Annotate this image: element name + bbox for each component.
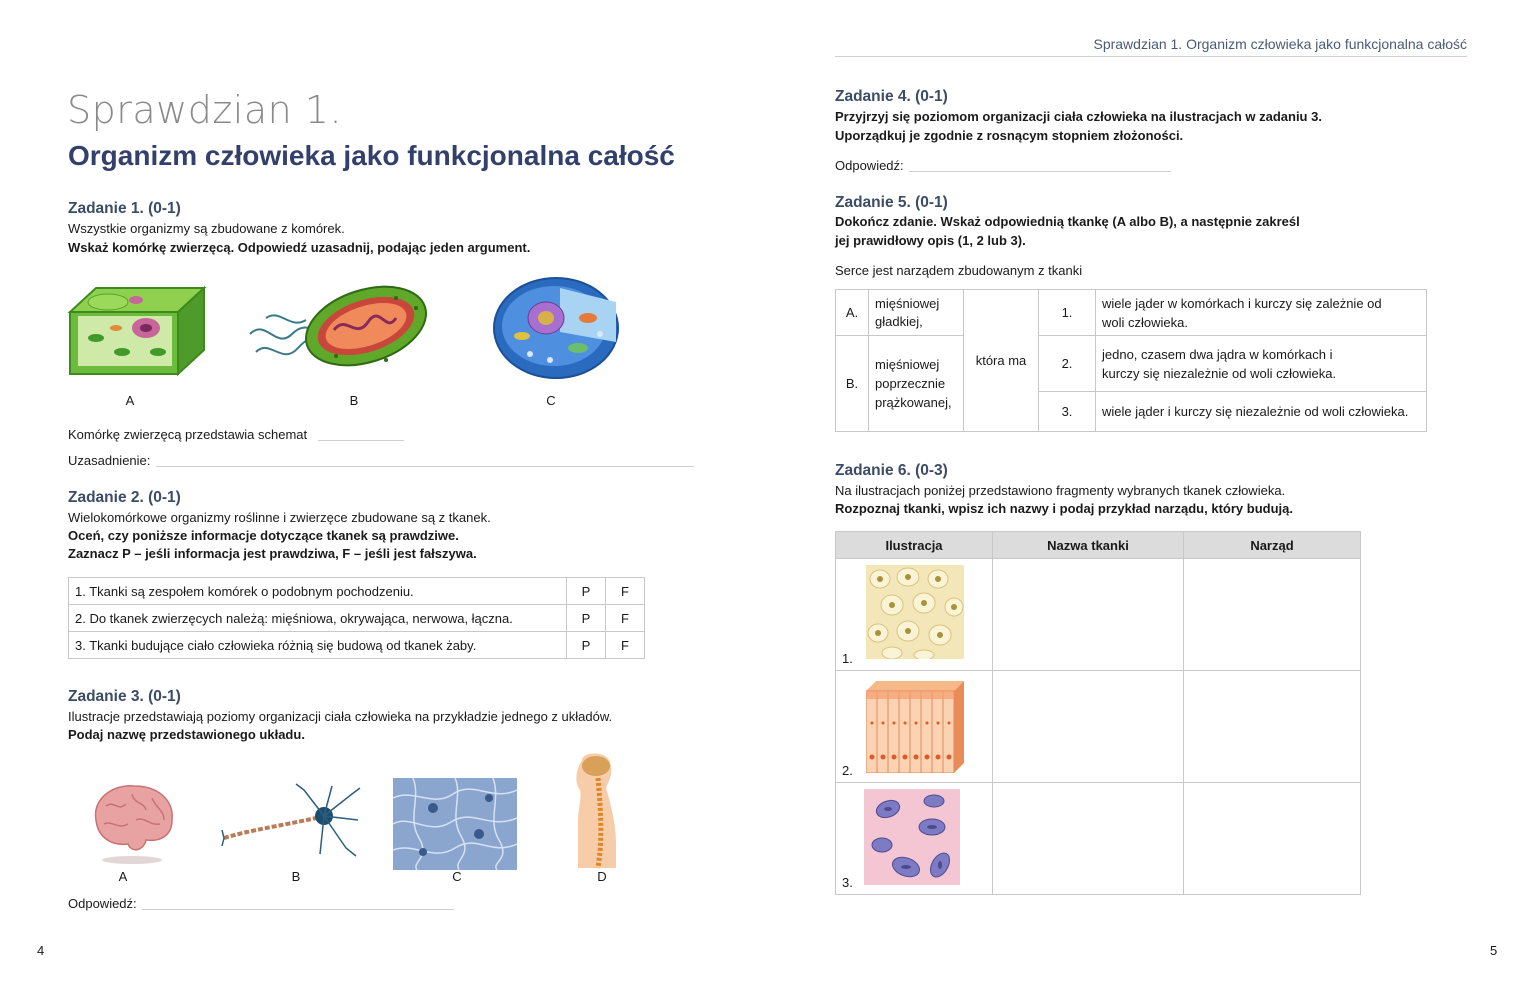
table-row (836, 671, 1361, 783)
row-number: 2. (842, 763, 853, 778)
task3-label-a: A (118, 869, 128, 884)
task3-label-d: D (597, 869, 607, 884)
statement-text: 3. Tkanki budujące ciało człowieka różnią się budową od tkanek żaby. (69, 632, 567, 659)
desc-3-number[interactable]: 3. (1039, 392, 1096, 432)
nervous-system-body-image (568, 752, 624, 870)
task6-heading: Zadanie 6. (0-3) (835, 462, 948, 479)
row-number: 3. (842, 875, 853, 890)
desc-1-number[interactable]: 1. (1039, 290, 1096, 336)
task6-instruction: Rozpoznaj tkanki, wpisz ich nazwy i podaj przykład narządu, który budują. (835, 501, 1293, 516)
bacterial-cell-image (246, 278, 432, 374)
test-number-title: Sprawdzian 1. (67, 88, 343, 132)
task3-intro: Ilustracje przedstawiają poziomy organizacji ciała człowieka na przykładzie jednego z układów. (68, 709, 613, 724)
tissue-table (835, 531, 1361, 895)
statement-text: 1. Tkanki są zespołem komórek o podobnym pochodzeniu. (69, 578, 567, 605)
statement-text: 2. Do tkanek zwierzęcych należą: mięśniowa, okrywająca, nerwowa, łączna. (69, 605, 567, 632)
task1-heading: Zadanie 1. (0-1) (68, 200, 181, 217)
task4-instruction2: Uporządkuj je zgodnie z rosnącym stopniem złożoności. (835, 128, 1184, 143)
task5-instruction1: Dokończ zdanie. Wskaż odpowiednią tkankę (A albo B), a następnie zakreśl (835, 214, 1300, 229)
task3-heading: Zadanie 3. (0-1) (68, 688, 181, 705)
neuron-image (220, 782, 362, 858)
table-row (69, 578, 645, 605)
option-b-letter[interactable]: B. (836, 336, 869, 432)
option-a-text[interactable]: mięśniowej gładkiej, (869, 290, 964, 336)
page-title: Organizm człowieka jako funkcjonalna całość (68, 140, 675, 171)
table-row (69, 605, 645, 632)
desc-1-text[interactable]: wiele jąder w komórkach i kurczy się zależnie od woli człowieka. (1096, 290, 1427, 336)
tissue-name-cell[interactable] (993, 671, 1184, 783)
plant-cell-image (66, 282, 206, 378)
task1-intro: Wszystkie organizmy są zbudowane z komórek. (68, 221, 345, 236)
true-false-table (68, 577, 645, 659)
tissue-name-cell[interactable] (993, 559, 1184, 671)
task4-answer-label: Odpowiedź: (835, 158, 904, 173)
task6-intro: Na ilustracjach poniżej przedstawiono fragmenty wybranych tkanek człowieka. (835, 483, 1286, 498)
connector-text: która ma (964, 290, 1039, 432)
task2-intro: Wielokomórkowe organizmy roślinne i zwierzęce zbudowane są z tkanek. (68, 510, 491, 525)
epithelial-tissue-image (866, 677, 964, 773)
task1-answer-field[interactable] (318, 440, 404, 441)
option-f[interactable]: F (606, 632, 645, 659)
task4-answer-field[interactable] (909, 171, 1171, 172)
option-p[interactable]: P (567, 605, 606, 632)
row-number: 1. (842, 651, 853, 666)
task1-label-b: B (349, 393, 359, 408)
task3-label-c: C (452, 869, 462, 884)
task3-instruction: Podaj nazwę przedstawionego układu. (68, 727, 305, 742)
header-rule (835, 56, 1467, 57)
desc-3-text[interactable]: wiele jąder i kurczy się niezależnie od woli człowieka. (1096, 392, 1427, 432)
illustration-cell (836, 559, 993, 671)
task3-answer-label: Odpowiedź: (68, 896, 137, 911)
task5-heading: Zadanie 5. (0-1) (835, 194, 948, 211)
task1-answer-label: Komórkę zwierzęcą przedstawia schemat (68, 427, 308, 442)
task5-stem: Serce jest narządem zbudowanym z tkanki (835, 263, 1083, 278)
running-header-text: Sprawdzian 1. Organizm człowieka jako funkcjonalna całość (1093, 36, 1467, 52)
option-p[interactable]: P (567, 578, 606, 605)
brain-image (88, 780, 176, 866)
task2-instruction2: Zaznacz P – jeśli informacja jest prawdziwa, F – jeśli jest fałszywa. (68, 546, 477, 561)
task3-answer-field[interactable] (142, 909, 454, 910)
option-p[interactable]: P (567, 632, 606, 659)
task1-instruction: Wskaż komórkę zwierzęcą. Odpowiedź uzasadnij, podając jeden argument. (68, 240, 531, 255)
desc-2-number[interactable]: 2. (1039, 336, 1096, 392)
cartilage-tissue-image (866, 565, 964, 659)
illustration-cell (836, 783, 993, 895)
option-f[interactable]: F (606, 605, 645, 632)
organ-cell[interactable] (1184, 671, 1361, 783)
page-number-right: 5 (1490, 943, 1498, 958)
illustration-cell (836, 671, 993, 783)
blood-tissue-image (864, 789, 960, 885)
option-a-letter[interactable]: A. (836, 290, 869, 336)
task4-heading: Zadanie 4. (0-1) (835, 88, 948, 105)
task5-instruction2: jej prawidłowy opis (1, 2 lub 3). (835, 233, 1026, 248)
running-header (835, 36, 1467, 52)
option-f[interactable]: F (606, 578, 645, 605)
task1-label-a: A (125, 393, 135, 408)
task3-label-b: B (291, 869, 301, 884)
desc-2-text[interactable]: jedno, czasem dwa jądra w komórkach i kurczy się niezależnie od woli człowieka. (1096, 336, 1427, 392)
task4-instruction1: Przyjrzyj się poziomom organizacji ciała człowieka na ilustracjach w zadaniu 3. (835, 109, 1322, 124)
nerve-tissue-image (393, 778, 517, 870)
organ-cell[interactable] (1184, 559, 1361, 671)
column-header-tissue-name: Nazwa tkanki (993, 532, 1184, 559)
table-row (836, 559, 1361, 671)
task1-justification-label: Uzasadnienie: (68, 453, 151, 468)
task1-justification-field[interactable] (156, 466, 694, 467)
task2-instruction1: Oceń, czy poniższe informacje dotyczące tkanek są prawdziwe. (68, 528, 459, 543)
animal-cell-image (490, 272, 624, 384)
table-row (69, 632, 645, 659)
table-row (836, 783, 1361, 895)
organ-cell[interactable] (1184, 783, 1361, 895)
tissue-name-cell[interactable] (993, 783, 1184, 895)
option-b-text[interactable]: mięśniowej poprzecznie prążkowanej, (869, 336, 964, 432)
choice-table (835, 289, 1427, 432)
task1-label-c: C (546, 393, 556, 408)
task2-heading: Zadanie 2. (0-1) (68, 489, 181, 506)
column-header-organ: Narząd (1184, 532, 1361, 559)
page-number-left: 4 (37, 943, 45, 958)
column-header-illustration: Ilustracja (836, 532, 993, 559)
